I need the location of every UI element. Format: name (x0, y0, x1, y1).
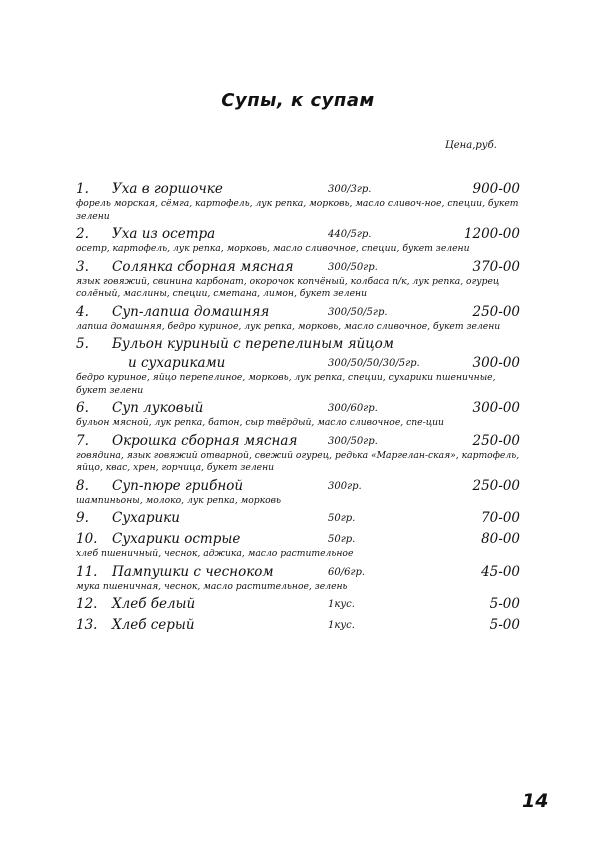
item-price: 5-00 (489, 596, 520, 612)
page-number: 14 (522, 790, 549, 812)
item-price: 80-00 (481, 531, 520, 547)
item-price: 5-00 (489, 617, 520, 633)
item-weight: 300/50/50/30/5гр. (328, 358, 420, 369)
item-name: Хлеб серый (112, 617, 195, 633)
menu-item (76, 595, 520, 614)
item-weight: 50гр. (328, 513, 356, 524)
menu-list (76, 180, 520, 635)
menu-item (76, 335, 520, 397)
item-name: Суп луковый (112, 400, 204, 416)
item-name: Уха из осетра (112, 226, 216, 242)
item-number: 6. (76, 400, 89, 416)
item-price: 300-00 (472, 355, 520, 371)
item-description: шампиньоны, молоко, лук репка, морковь (76, 494, 282, 506)
item-number: 4. (76, 303, 89, 320)
item-weight: 1кус. (328, 599, 355, 610)
item-name: Пампушки с чесноком (112, 563, 274, 580)
item-description: язык говяжий, свинина карбонат, окорочок копчёный, колбаса п/к, лук репка, огурец солёный, маслины, специи, сметана, лимон, букет зелени (76, 275, 500, 299)
item-price: 250-00 (472, 477, 520, 494)
item-weight: 300/50гр. (328, 435, 378, 447)
item-name: Уха в горшочке (112, 181, 223, 197)
item-description: хлеб пшеничный, чеснок, аджика, масло растительное (76, 548, 354, 559)
item-number: 3. (76, 258, 89, 275)
item-name: Сухарики острые (112, 531, 241, 547)
item-name: Окрошка сборная мясная (112, 432, 298, 449)
item-description: форель морская, сёмга, картофель, лук репка, морковь, масло сливоч-ное, специи, букет зелени (76, 198, 519, 222)
item-weight: 300/50/5гр. (328, 306, 388, 318)
item-name: Сухарики (112, 510, 180, 526)
item-number: 1. (76, 181, 89, 197)
item-price: 900-00 (472, 181, 520, 197)
menu-item (76, 530, 520, 561)
item-description: мука пшеничная, чеснок, масло растительное, зелень (76, 580, 348, 592)
item-weight: 440/5гр. (328, 229, 372, 240)
item-price: 70-00 (481, 510, 520, 526)
item-number: 12. (76, 596, 98, 612)
item-description: бедро куриное, яйцо перепелиное, морковь, лук репка, специи, сухарики пшеничные, букет зелени (76, 372, 496, 396)
item-number: 8. (76, 477, 89, 494)
item-weight: 50гр. (328, 534, 356, 545)
menu-item (76, 225, 520, 256)
item-number: 7. (76, 432, 89, 449)
menu-item (76, 432, 520, 475)
item-price: 250-00 (472, 432, 520, 449)
item-weight: 1кус. (328, 620, 355, 631)
item-name: Хлеб белый (112, 596, 196, 612)
item-weight: 300гр. (328, 480, 362, 492)
menu-item (76, 477, 520, 508)
item-name: Суп-лапша домашняя (112, 303, 270, 320)
menu-item (76, 399, 520, 430)
menu-item (76, 303, 520, 334)
menu-item (76, 563, 520, 594)
menu-item (76, 509, 520, 528)
item-number: 11. (76, 563, 98, 580)
item-name: Бульон куриный с перепелиным яйцом (112, 336, 394, 352)
item-description: лапша домашняя, бедро куриное, лук репка, морковь, масло сливочное, букет зелени (76, 320, 501, 332)
item-weight: 60/6гр. (328, 566, 366, 578)
item-price: 250-00 (472, 303, 520, 320)
item-number: 5. (76, 336, 89, 352)
page-title: Супы, к супам (221, 90, 375, 111)
menu-item (76, 180, 520, 223)
item-price: 300-00 (472, 400, 520, 416)
item-number: 13. (76, 617, 98, 633)
item-name: Солянка сборная мясная (112, 258, 294, 275)
menu-item (76, 258, 520, 301)
item-number: 9. (76, 510, 89, 526)
item-description: говядина, язык говяжий отварной, свежий огурец, редька «Маргелан-ская», картофель, яйцо, квас, хрен, горчица, букет зелени (76, 449, 520, 473)
item-number: 10. (76, 531, 98, 547)
item-number: 2. (76, 226, 89, 242)
item-weight: 300/50гр. (328, 261, 378, 273)
item-price: 45-00 (481, 563, 520, 580)
item-description: осетр, картофель, лук репка, морковь, масло сливочное, специи, букет зелени (76, 243, 470, 254)
item-name-line2: и сухариками (128, 355, 226, 371)
item-description: бульон мясной, лук репка, батон, сыр твёрдый, масло сливочное, спе-ции (76, 417, 444, 428)
item-price: 1200-00 (463, 226, 520, 242)
item-price: 370-00 (472, 258, 520, 275)
menu-item (76, 616, 520, 635)
item-weight: 300/60гр. (328, 403, 378, 414)
item-weight: 300/3гр. (328, 184, 372, 195)
price-column-header: Цена,руб. (445, 140, 497, 151)
item-name: Суп-пюре грибной (112, 477, 244, 494)
